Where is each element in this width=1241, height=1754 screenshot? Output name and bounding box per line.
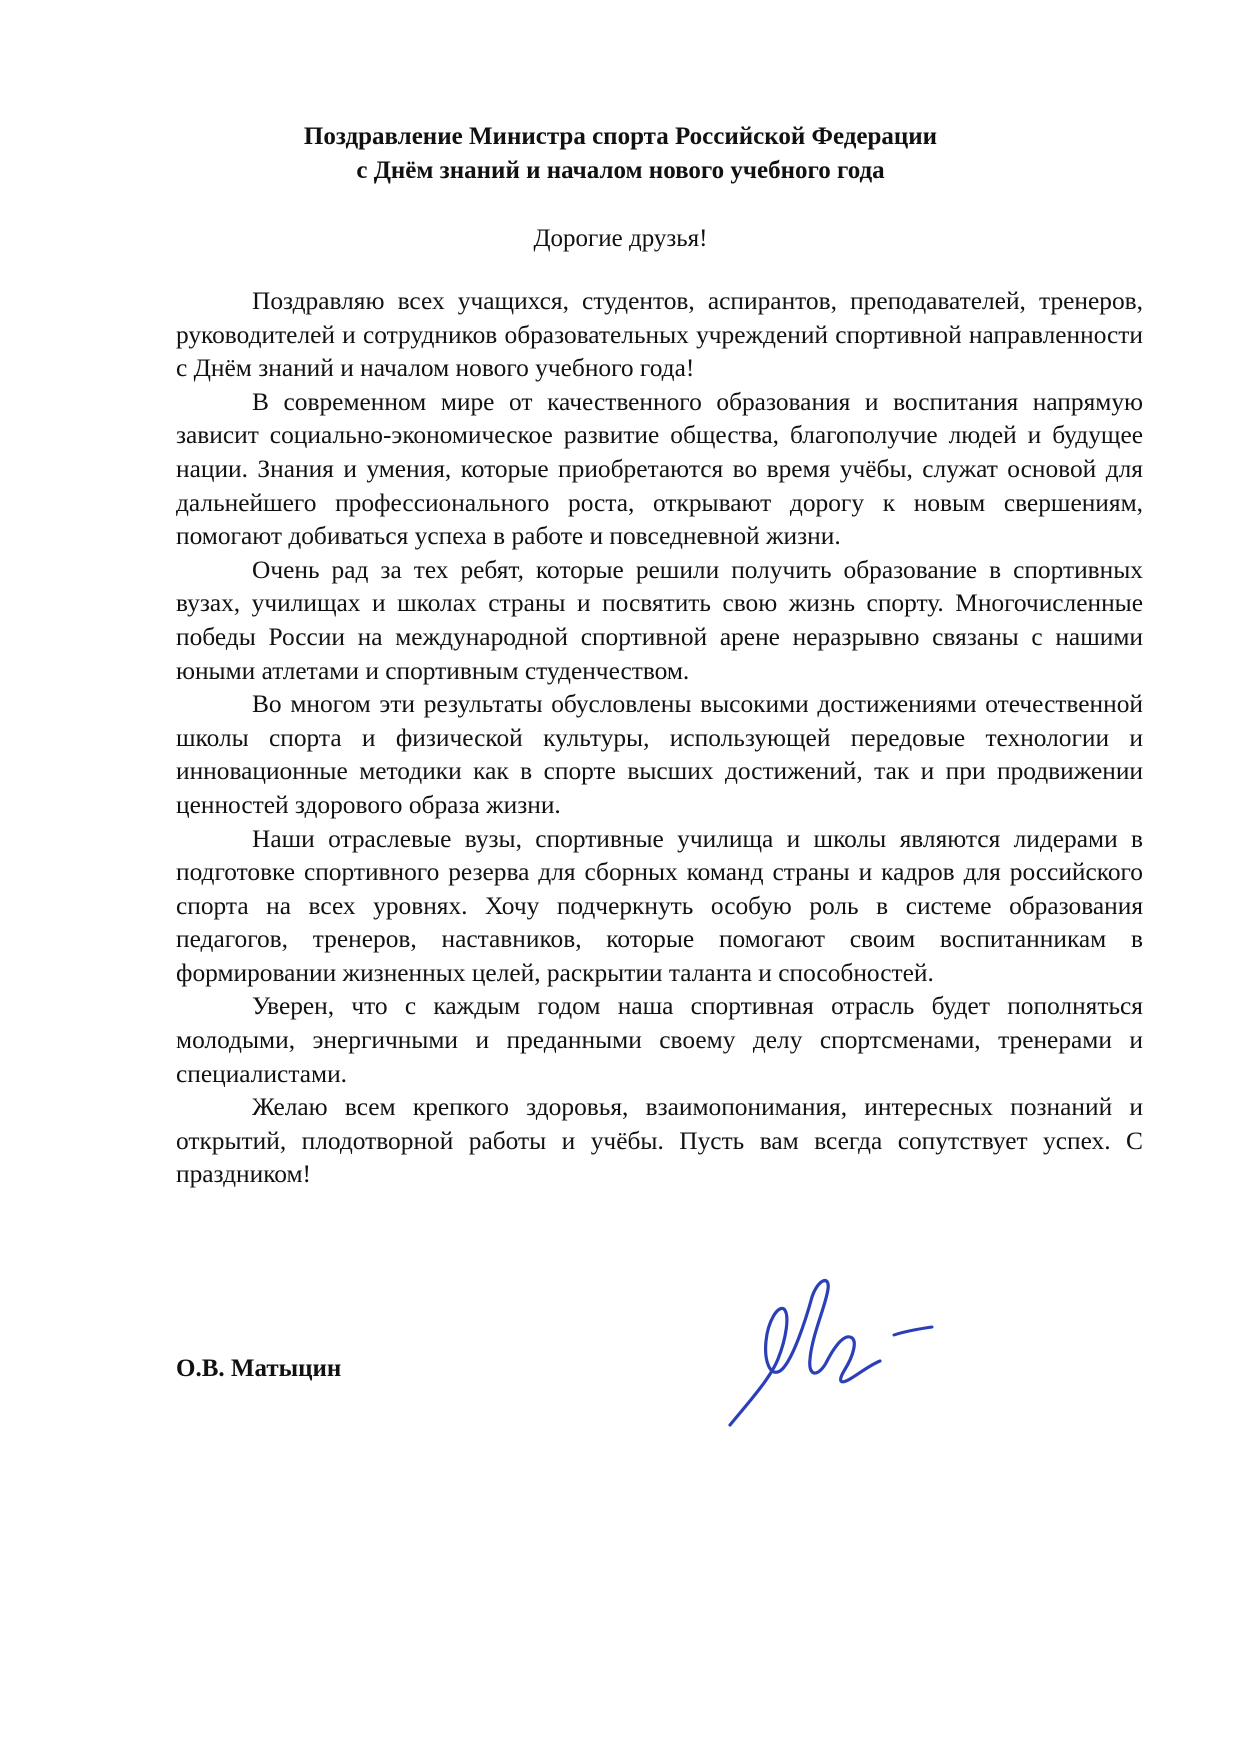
paragraph-1: Поздравляю всех учащихся, студентов, аспирантов, преподавателей, тренеров, руководителей и сотрудников образовательных учреждений спортивной направленности с Днём знаний и началом нового учебного года!: [176, 287, 1143, 383]
handwritten-signature: [720, 1275, 945, 1435]
letter-title: [150, 120, 1091, 188]
paragraph-7: Желаю всем крепкого здоровья, взаимопонимания, интересных познаний и открытий, плодотворной работы и учёбы. Пусть вам всегда сопутствует успех. С праздником!: [176, 1093, 1143, 1189]
paragraph-4: Во многом эти результаты обусловлены высокими достижениями отечественной школы спорта и физической культуры, использующей передовые технологии и инновационные методики как в спорте высших достижений, так и при продвижении ценностей здорового образа жизни.: [176, 690, 1143, 819]
letter-body: [176, 285, 1143, 1192]
paragraph-6: Уверен, что с каждым годом наша спортивная отрасль будет пополняться молодыми, энергичными и преданными своему делу спортсменами, тренерами и специалистами.: [176, 992, 1143, 1088]
signature-stroke-main: [730, 1281, 880, 1425]
signature-stroke-dash: [894, 1327, 932, 1335]
paragraph-3: Очень рад за тех ребят, которые решили получить образование в спортивных вузах, училищах и школах страны и посвятить свою жизнь спорту. Многочисленные победы России на международной спортивной арене неразрывно связаны с нашими юными атлетами и спортивным студенчеством.: [176, 555, 1143, 685]
title-line-2: с Днём знаний и началом нового учебного года: [356, 157, 885, 184]
signer-name: О.В. Матыцин: [176, 1355, 342, 1382]
paragraph-2: В современном мире от качественного образования и воспитания напрямую зависит социально-экономическое развитие общества, благополучие людей и будущее нации. Знания и умения, которые приобретаются во время учёбы, служат основой для дальнейшего профессионального роста, открывают дорогу к новым свершениям, помогают добиваться успеха в работе и повседневной жизни.: [176, 387, 1143, 551]
paragraph-5: Наши отраслевые вузы, спортивные училища и школы являются лидерами в подготовке спортивного резерва для сборных команд страны и кадров для российского спорта на всех уровнях. Хочу подчеркнуть особую роль в системе образования педагогов, тренеров, наставников, которые помогают своим воспитанникам в формировании жизненных целей, раскрытии таланта и способностей.: [176, 824, 1143, 987]
greeting: Дорогие друзья!: [533, 225, 708, 252]
title-line-1: Поздравление Министра спорта Российской Федерации: [303, 123, 938, 150]
